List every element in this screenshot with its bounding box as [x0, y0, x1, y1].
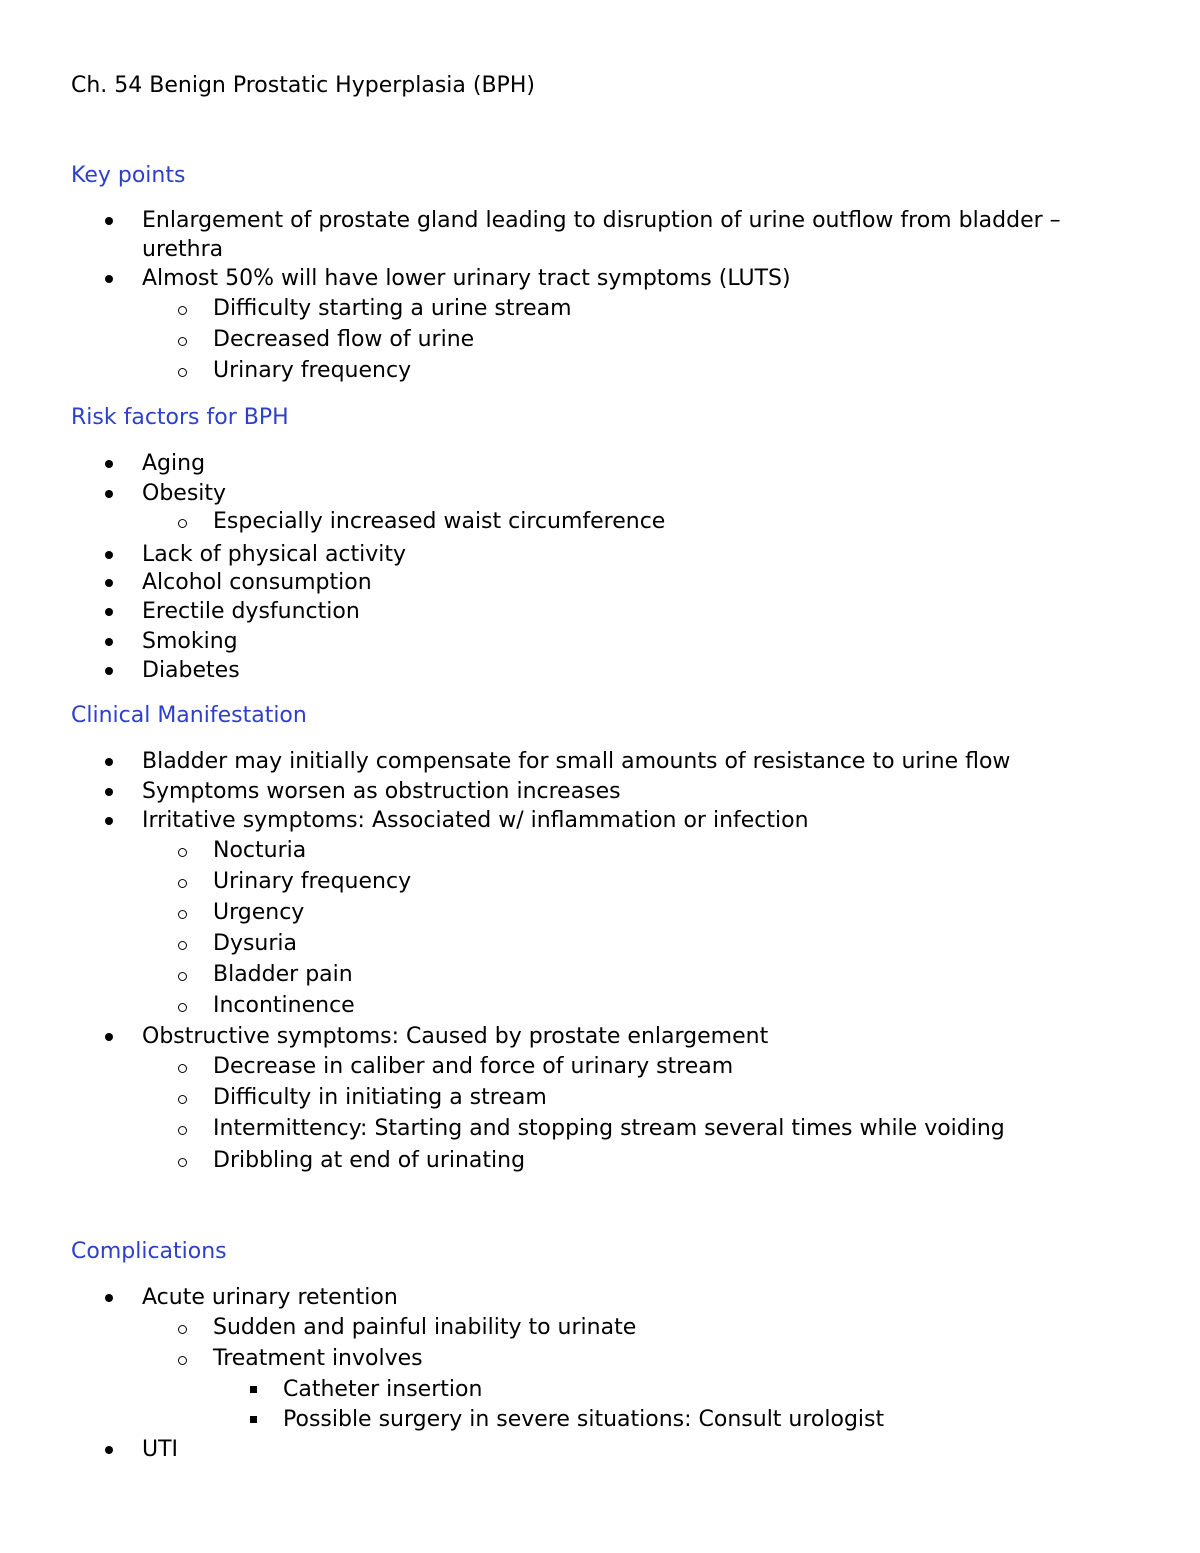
list-item: Diabetes [142, 658, 240, 683]
list-item: Aging [142, 451, 206, 476]
list-item: Decrease in caliber and force of urinary stream [213, 1054, 734, 1079]
list-item: Sudden and painful inability to urinate [213, 1315, 637, 1340]
list-item: Difficulty in initiating a stream [213, 1085, 547, 1110]
heading-key-points: Key points [71, 163, 186, 188]
list-item: Symptoms worsen as obstruction increases [142, 779, 621, 804]
list-item: Irritative symptoms: Associated w/ inflammation or infection [142, 808, 809, 833]
bullet-disc-icon [105, 460, 113, 468]
bullet-circle-icon [178, 1003, 187, 1012]
list-item: Catheter insertion [283, 1377, 483, 1402]
bullet-disc-icon [105, 788, 113, 796]
bullet-disc-icon [105, 1446, 113, 1454]
bullet-circle-icon [178, 519, 187, 528]
heading-complications: Complications [71, 1239, 227, 1264]
bullet-square-icon [250, 1386, 257, 1393]
list-item: Difficulty starting a urine stream [213, 296, 572, 321]
bullet-disc-icon [105, 551, 113, 559]
list-item: Almost 50% will have lower urinary tract symptoms (LUTS) [142, 266, 791, 291]
bullet-disc-icon [105, 1033, 113, 1041]
bullet-disc-icon [105, 608, 113, 616]
list-item: Decreased flow of urine [213, 327, 475, 352]
bullet-circle-icon [178, 1356, 187, 1365]
bullet-circle-icon [178, 848, 187, 857]
bullet-disc-icon [105, 1294, 113, 1302]
list-item: Intermittency: Starting and stopping stream several times while voiding [213, 1116, 1005, 1141]
list-item: Treatment involves [213, 1346, 423, 1371]
list-item: Erectile dysfunction [142, 599, 360, 624]
bullet-circle-icon [178, 1126, 187, 1135]
bullet-disc-icon [105, 217, 113, 225]
bullet-circle-icon [178, 972, 187, 981]
list-item: Urinary frequency [213, 869, 412, 894]
list-item: Smoking [142, 629, 238, 654]
list-item: Bladder may initially compensate for small amounts of resistance to urine flow [142, 749, 1011, 774]
list-item: Incontinence [213, 993, 355, 1018]
heading-clinical-manifestation: Clinical Manifestation [71, 703, 307, 728]
bullet-disc-icon [105, 758, 113, 766]
bullet-circle-icon [178, 337, 187, 346]
bullet-circle-icon [178, 1325, 187, 1334]
list-item: Nocturia [213, 838, 307, 863]
list-item: UTI [142, 1437, 179, 1462]
bullet-circle-icon [178, 306, 187, 315]
list-item: Alcohol consumption [142, 570, 372, 595]
bullet-circle-icon [178, 910, 187, 919]
heading-risk-factors: Risk factors for BPH [71, 405, 289, 430]
bullet-circle-icon [178, 1095, 187, 1104]
bullet-circle-icon [178, 879, 187, 888]
list-item: Bladder pain [213, 962, 353, 987]
bullet-circle-icon [178, 1064, 187, 1073]
bullet-disc-icon [105, 490, 113, 498]
list-item: Lack of physical activity [142, 542, 407, 567]
list-item: Urgency [213, 900, 305, 925]
page-title: Ch. 54 Benign Prostatic Hyperplasia (BPH) [71, 73, 535, 98]
list-item: Dysuria [213, 931, 298, 956]
list-item: Dribbling at end of urinating [213, 1148, 526, 1173]
bullet-disc-icon [105, 817, 113, 825]
bullet-circle-icon [178, 1158, 187, 1167]
list-item: Urinary frequency [213, 358, 412, 383]
list-item: Obstructive symptoms: Caused by prostate enlargement [142, 1024, 769, 1049]
bullet-disc-icon [105, 579, 113, 587]
bullet-circle-icon [178, 368, 187, 377]
bullet-square-icon [250, 1416, 257, 1423]
bullet-circle-icon [178, 941, 187, 950]
list-item: Possible surgery in severe situations: Consult urologist [283, 1407, 885, 1432]
list-item: Acute urinary retention [142, 1285, 398, 1310]
list-item-continuation: urethra [142, 237, 224, 262]
bullet-disc-icon [105, 667, 113, 675]
bullet-disc-icon [105, 638, 113, 646]
list-item: Especially increased waist circumference [213, 509, 666, 534]
list-item: Enlargement of prostate gland leading to disruption of urine outflow from bladder – [142, 208, 1061, 233]
bullet-disc-icon [105, 275, 113, 283]
list-item: Obesity [142, 481, 227, 506]
